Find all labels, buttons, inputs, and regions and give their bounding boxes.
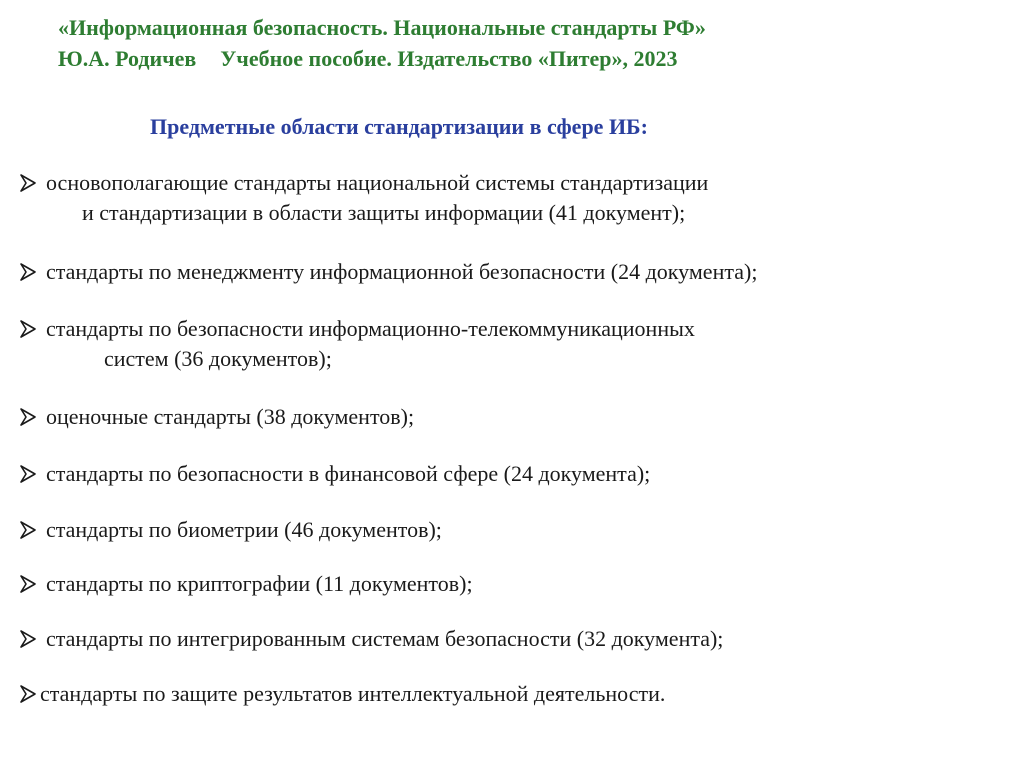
arrowhead-bullet-icon: [20, 408, 36, 426]
list-item-text: стандарты по безопасности в финансовой сфере (24 документа);: [46, 461, 651, 486]
list-item: [20, 679, 665, 709]
list-item: [20, 402, 414, 432]
arrowhead-bullet-icon: [20, 630, 36, 648]
list-item: [20, 624, 723, 654]
list-item-text: стандарты по криптографии (11 документов);: [46, 571, 473, 596]
section-subtitle: Предметные области стандартизации в сфере ИБ:: [150, 114, 648, 139]
book-author: Ю.А. Родичев: [58, 46, 197, 71]
list-item: [20, 515, 442, 545]
list-item: [20, 168, 708, 228]
list-item-text: оценочные стандарты (38 документов);: [46, 404, 415, 429]
arrowhead-bullet-icon: [20, 575, 36, 593]
list-item: [20, 459, 650, 489]
list-item-text: стандарты по безопасности информационно-телекоммуникационных: [46, 316, 695, 341]
arrowhead-bullet-icon: [20, 685, 36, 703]
arrowhead-bullet-icon: [20, 174, 36, 192]
book-title: «Информационная безопасность. Национальные стандарты РФ»: [58, 15, 706, 40]
list-item-text: стандарты по защите результатов интеллектуальной деятельности.: [40, 681, 666, 706]
list-item-text: стандарты по интегрированным системам безопасности (32 документа);: [46, 626, 724, 651]
list-item-continuation: и стандартизации в области защиты информации (41 документ);: [82, 200, 686, 225]
book-publisher: Учебное пособие. Издательство «Питер», 2023: [220, 46, 678, 71]
arrowhead-bullet-icon: [20, 521, 36, 539]
list-item-text: стандарты по биометрии (46 документов);: [46, 517, 442, 542]
arrowhead-bullet-icon: [20, 320, 36, 338]
arrowhead-bullet-icon: [20, 465, 36, 483]
arrowhead-bullet-icon: [20, 263, 36, 281]
book-header: [58, 12, 706, 74]
list-item: [20, 569, 473, 599]
list-item-continuation: систем (36 документов);: [104, 346, 332, 371]
list-item-text: основополагающие стандарты национальной системы стандартизации: [46, 170, 709, 195]
book-citation: [58, 43, 706, 74]
list-item-text: стандарты по менеджменту информационной безопасности (24 документа);: [46, 259, 758, 284]
list-item: [20, 257, 757, 287]
list-item: [20, 314, 695, 374]
